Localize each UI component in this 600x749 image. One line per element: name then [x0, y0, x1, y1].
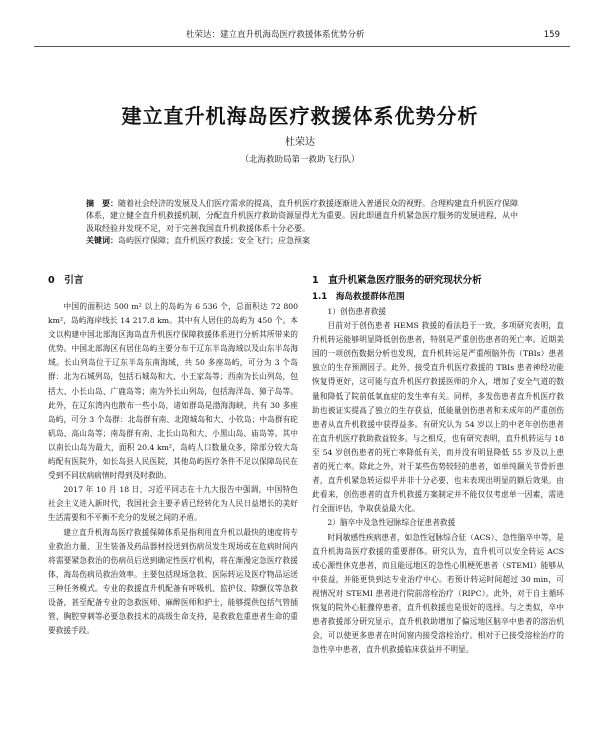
abstract-paragraph — [86, 198, 522, 235]
author-affiliation: （北海救助局第一救助飞行队） — [240, 155, 360, 165]
keywords-text: 岛屿医疗保障；直升机医疗救援；安全飞行；应急预案 — [118, 235, 310, 245]
right-column — [312, 272, 564, 657]
running-header — [34, 28, 570, 47]
body-paragraph: 2017 年 10 月 18 日，习近平同志在十九大报告中强调，中国特色社会主义进入新时代，我国社会主要矛盾已经转化为人民日益增长的美好生活需要和不平衡不充分的发展之间的矛盾。 — [48, 485, 298, 523]
body-paragraph: 中国的面积达 500 m² 以上的岛屿为 6 536 个，总面积达 72 800 km²，岛屿海岸线长 14 217.8 km。其中有人居住的岛屿为 450 个。本文以构建中国北部海区海岛直升机医疗保障救援体系进行分析其所带来的优势。中国北部海区有居住岛屿主要分布于辽东半岛海域以及山东半岛海域。长山列岛位于辽东半岛东南海域，共 50 多座岛屿，可分为 3 个岛群：北为石城列岛，包括石城岛和大、小王家岛等；西南为长山列岛，包括大、小长山岛、广鹿岛等；南为外长山列岛，包括海洋岛、獐子岛等。此外，在辽东湾内也散布一些小岛，诸如群岛是渤海海峡，共有 30 多座岛屿，可分 3 个岛群：北岛群有南、北隍城岛和大、小钦岛；中岛群有砣矶岛、高山岛等；南岛群有南、北长山岛和大、小黑山岛、庙岛等。其中以南长山岛为最大，面积 20.4 km²，岛屿人口数量众多，除部分较大岛屿配有医院外，如长岛县人民医院，其他岛屿医疗条件不足以保障岛民在受到不同状病病情时得到及时救助。 — [48, 302, 298, 481]
body-paragraph: 目前对于创伤患者 HEMS 救援的看法趋于一致，多项研究表明，直升机转运能够明显降低创伤患者，特别是严重创伤患者的死亡率。近期美国的一项创伤数据分析也发现，直升机转运是严重颅脑外伤（TBIs）患者独立的生存预测因子。此外，接受直升机医疗救援的 TBIs 患者神经功能恢复得更好，这可能与直升机医疗救援医师的介入，增加了安全气道的数量和降低了院前低氧血症的发生率有关。同样，多发伤患者直升机医疗救助也被证实提高了独立的生存获益，低能量创伤患者和未成年的严重创伤患者从直升机救援中获得益多。有研究认为 54 岁以上的中老年创伤患者在直升机医疗救助救益较多。与之相反，也有研究表明，直升机转运与 18 至 54 岁创伤患者的死亡率降低有关，而并没有明显降低 55 岁及以上患者的死亡率。除此之外，对于某些伤势较轻的患者，如单纯颞关节骨折患者，直升机紧急转运似乎并非十分必要，也未表现出明显的额后效果。由此看来，创伤患者的直升机救援方案制定并不能仅仅考虑单一因素，需进行全面评估，争取获益最大化。 — [312, 321, 564, 514]
article-title: 建立直升机海岛医疗救援体系优势分析 — [121, 104, 479, 128]
left-column — [48, 272, 298, 638]
sub-heading-stroke: 2）脑卒中及急性冠脉综合征患者救援 — [327, 518, 456, 528]
page-number: 159 — [543, 30, 560, 40]
sub-heading-trauma: 1）创伤患者救援 — [327, 307, 387, 316]
author-name: 杜荣达 — [285, 137, 315, 148]
abstract-label: 摘 要： — [86, 199, 118, 208]
section-heading-research-status: 1 直升机紧急医疗服务的研究现状分析 — [312, 275, 482, 286]
running-title: 杜荣达：建立直升机海岛医疗救援体系优势分析 — [186, 30, 365, 40]
keywords-paragraph — [86, 235, 522, 247]
section-heading-introduction: 0 引言 — [48, 275, 84, 286]
subsection-heading: 1.1 海岛救援群体范围 — [312, 292, 405, 302]
abstract-text: 随着社会经济的发展及人们医疗需求的提高，直升机医疗救援逐渐进入普通民众的视野。合理构建直升机医疗保障体系，建立健全直升机救援机制，分配直升机医疗救助资源显得尤为重要。因此即通直升机紧急医疗服务的发展进程，从中汲取经验并发现不足，对于完善我国直升机救援体系十分必要。 — [86, 199, 518, 233]
keywords-label: 关键词： — [86, 235, 118, 245]
abstract-block — [86, 198, 522, 247]
body-paragraph: 建立直升机海岛医疗救援保障体系是指利用直升机以最快的速度将专业救治力量、卫生装备及药品器材投送到伤病员发生现场或在危病时间内将需要紧急救治的伤病员后送到确定性医疗机构，将在渐漫定急医疗救援体，海岛伤病员救治效率。主要包括现场急救、医际转运及医疗物品运送三种任务模式。专业的救援直升机配备有呼吸机、监护仪、除颤仪等急救设备，甚至配备专业的急救医师、麻醉医师和护士，能够提供包括气管插管、胸腔穿刺等必要急救技术的高级生命支持，是救救危重患者生命的重要救援手段。 — [48, 527, 298, 636]
body-paragraph: 时间敏感性疾病患者，如急性冠脉综合征（ACS）、急性脑卒中等，是直升机海岛医疗救援的重要群体。研究认为，直升机可以安全转运 ACS 或心源性休克患者，而且能远地区的急性心肌梗死患者（STEMI）能够从中获益，并能更快到达专业治疗中心。若预计转运时间超过 30 min，可视情况对 STEMI 患者进行院前溶栓治疗（RIPC）。此外，对于自主循环恢复的院外心脏骤停患者，直升机救援也是很好的选择。与之类似，卒中患者救援部分研究显示，直升机救助增加了偏远地区脑卒中患者的溶治机会，可以使更多患者在时间窗内接受溶栓治疗。相对于已接受溶栓治疗的急性卒中患者，直升机救援临床获益并不明显。 — [312, 532, 564, 655]
